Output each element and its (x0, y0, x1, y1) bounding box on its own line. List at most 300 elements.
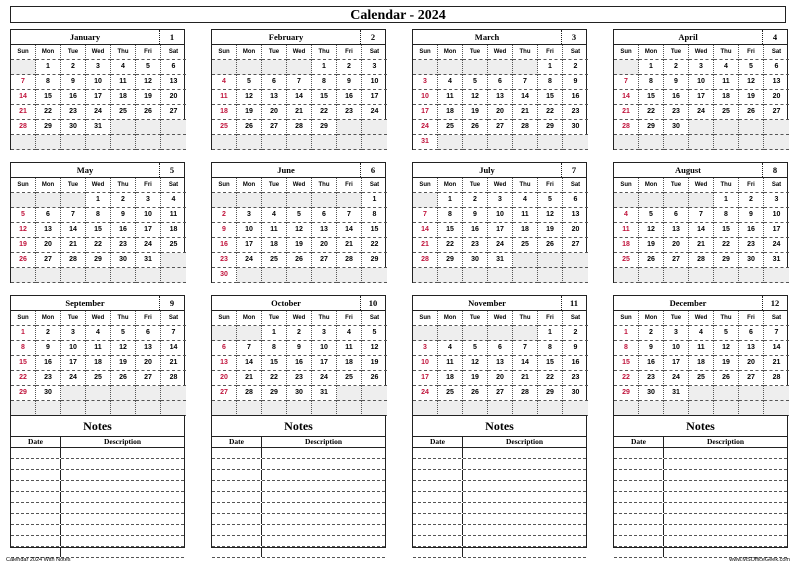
notes-block (613, 415, 788, 548)
day-cell: 25 (86, 371, 111, 386)
weekday-header: Fri (337, 178, 362, 193)
day-cell: 14 (513, 90, 538, 105)
day-cell: 13 (664, 223, 689, 238)
day-cell: 23 (639, 371, 664, 386)
day-cell: 19 (11, 238, 36, 253)
weekday-header: Tue (664, 311, 689, 326)
weekday-header: Mon (237, 45, 262, 60)
day-cell: 11 (337, 341, 362, 356)
weekday-header: Sun (614, 311, 639, 326)
day-cell: 23 (563, 105, 588, 120)
day-cell: 6 (488, 75, 513, 90)
notes-line[interactable] (413, 525, 586, 536)
day-cell: 5 (463, 75, 488, 90)
day-cell: 22 (538, 371, 563, 386)
day-cell: 19 (739, 90, 764, 105)
weekday-header: Sat (563, 45, 588, 60)
empty-cell (212, 193, 237, 208)
notes-line[interactable] (212, 470, 385, 481)
notes-line[interactable] (212, 514, 385, 525)
weekday-header: Mon (36, 311, 61, 326)
day-cell: 1 (614, 326, 639, 341)
day-cell: 25 (337, 371, 362, 386)
empty-cell (312, 193, 337, 208)
notes-line[interactable] (11, 492, 184, 503)
day-cell: 9 (563, 75, 588, 90)
notes-line[interactable] (11, 470, 184, 481)
day-cell: 29 (36, 120, 61, 135)
day-cell: 18 (337, 356, 362, 371)
weekday-header: Thu (312, 311, 337, 326)
day-cell: 19 (714, 356, 739, 371)
weekday-header: Tue (463, 311, 488, 326)
day-cell: 21 (237, 371, 262, 386)
day-cell: 26 (739, 105, 764, 120)
day-cell: 6 (36, 208, 61, 223)
day-cell: 10 (689, 75, 714, 90)
day-cell: 18 (614, 238, 639, 253)
weekday-header: Sun (413, 45, 438, 60)
notes-line[interactable] (212, 481, 385, 492)
day-cell: 16 (337, 90, 362, 105)
footer-right: www.MSOfficeGeek.com (729, 557, 790, 563)
page-title: Calendar - 2024 (10, 6, 786, 23)
notes-line[interactable] (614, 459, 787, 470)
empty-cell (362, 386, 387, 401)
day-cell: 21 (337, 238, 362, 253)
empty-cell (36, 268, 61, 283)
day-cell: 26 (538, 238, 563, 253)
weekday-header: Sun (614, 178, 639, 193)
empty-cell (262, 60, 287, 75)
day-cell: 4 (337, 326, 362, 341)
day-cell: 10 (312, 341, 337, 356)
day-cell: 25 (689, 371, 714, 386)
empty-cell (161, 135, 186, 150)
day-cell: 6 (739, 326, 764, 341)
day-cell: 20 (563, 223, 588, 238)
day-cell: 14 (413, 223, 438, 238)
weekday-header: Tue (61, 311, 86, 326)
day-cell: 19 (538, 223, 563, 238)
notes-line[interactable] (11, 525, 184, 536)
empty-cell (312, 401, 337, 416)
weekday-header: Sat (764, 45, 789, 60)
day-cell: 9 (563, 341, 588, 356)
day-cell: 3 (136, 193, 161, 208)
weekday-header: Sat (161, 45, 186, 60)
day-cell: 24 (664, 371, 689, 386)
empty-cell (86, 401, 111, 416)
day-cell: 13 (764, 75, 789, 90)
day-cell: 24 (413, 386, 438, 401)
month-number: 1 (159, 30, 184, 44)
day-cell: 1 (362, 193, 387, 208)
weekday-header: Wed (488, 311, 513, 326)
weekday-header: Fri (739, 311, 764, 326)
weekday-header: Sun (11, 45, 36, 60)
notes-line[interactable] (212, 459, 385, 470)
month-name: July (479, 165, 495, 175)
day-cell: 14 (689, 223, 714, 238)
day-cell: 2 (61, 60, 86, 75)
weekday-header: Wed (689, 178, 714, 193)
day-cell: 31 (136, 253, 161, 268)
day-cell: 23 (36, 371, 61, 386)
empty-cell (36, 401, 61, 416)
day-cell: 3 (86, 60, 111, 75)
day-cell: 11 (438, 356, 463, 371)
empty-cell (136, 268, 161, 283)
day-cell: 18 (111, 90, 136, 105)
weekday-header: Thu (111, 178, 136, 193)
weekday-header: Wed (689, 311, 714, 326)
weekday-header: Tue (664, 45, 689, 60)
empty-cell (212, 326, 237, 341)
notes-line[interactable] (212, 536, 385, 547)
empty-cell (689, 386, 714, 401)
notes-line[interactable] (413, 481, 586, 492)
weekday-header: Wed (86, 311, 111, 326)
day-cell: 5 (739, 60, 764, 75)
day-cell: 5 (714, 326, 739, 341)
day-cell: 11 (614, 223, 639, 238)
day-cell: 3 (312, 326, 337, 341)
day-cell: 7 (689, 208, 714, 223)
month-august (613, 162, 788, 283)
day-cell: 29 (86, 253, 111, 268)
notes-line[interactable] (413, 514, 586, 525)
day-cell: 8 (36, 75, 61, 90)
day-cell: 26 (639, 253, 664, 268)
day-cell: 31 (664, 386, 689, 401)
empty-cell (337, 135, 362, 150)
empty-cell (136, 386, 161, 401)
empty-cell (563, 268, 588, 283)
notes-line[interactable] (614, 492, 787, 503)
day-cell: 1 (86, 193, 111, 208)
empty-cell (11, 193, 36, 208)
empty-cell (413, 193, 438, 208)
day-cell: 16 (563, 356, 588, 371)
weekday-header: Tue (61, 45, 86, 60)
month-number: 4 (762, 30, 787, 44)
day-cell: 6 (764, 60, 789, 75)
day-cell: 11 (86, 341, 111, 356)
empty-cell (362, 135, 387, 150)
day-cell: 16 (61, 90, 86, 105)
month-name: November (468, 298, 506, 308)
month-june (211, 162, 386, 283)
weekday-header: Thu (714, 311, 739, 326)
day-cell: 22 (538, 105, 563, 120)
notes-line[interactable] (11, 536, 184, 547)
day-cell: 2 (36, 326, 61, 341)
weekday-header: Sat (362, 178, 387, 193)
day-cell: 13 (563, 208, 588, 223)
day-cell: 7 (237, 341, 262, 356)
day-cell: 25 (161, 238, 186, 253)
empty-cell (639, 193, 664, 208)
day-cell: 26 (237, 120, 262, 135)
day-cell: 1 (438, 193, 463, 208)
empty-cell (237, 326, 262, 341)
day-cell: 2 (739, 193, 764, 208)
day-cell: 3 (237, 208, 262, 223)
day-cell: 16 (212, 238, 237, 253)
empty-cell (563, 135, 588, 150)
weekday-header: Thu (513, 178, 538, 193)
day-cell: 7 (413, 208, 438, 223)
empty-cell (764, 268, 789, 283)
empty-cell (739, 135, 764, 150)
day-cell: 4 (161, 193, 186, 208)
day-cell: 27 (563, 238, 588, 253)
day-cell: 12 (463, 356, 488, 371)
day-cell: 8 (312, 75, 337, 90)
footer-left: Calendar 2024 With Notes (6, 557, 71, 563)
day-cell: 13 (136, 341, 161, 356)
month-may (10, 162, 185, 283)
day-cell: 2 (639, 326, 664, 341)
weekday-header: Thu (111, 311, 136, 326)
day-cell: 5 (287, 208, 312, 223)
notes-line[interactable] (413, 492, 586, 503)
day-cell: 10 (362, 75, 387, 90)
empty-cell (287, 135, 312, 150)
empty-cell (614, 60, 639, 75)
notes-line[interactable] (413, 547, 586, 558)
empty-cell (111, 401, 136, 416)
day-cell: 29 (614, 386, 639, 401)
day-cell: 5 (11, 208, 36, 223)
day-cell: 29 (262, 386, 287, 401)
empty-cell (463, 60, 488, 75)
month-november (412, 295, 587, 416)
notes-line[interactable] (413, 470, 586, 481)
day-cell: 24 (312, 371, 337, 386)
day-cell: 19 (136, 90, 161, 105)
day-cell: 20 (161, 90, 186, 105)
notes-line[interactable] (11, 481, 184, 492)
notes-description-header: Description (103, 437, 142, 446)
empty-cell (36, 135, 61, 150)
day-cell: 12 (237, 90, 262, 105)
empty-cell (212, 60, 237, 75)
empty-cell (136, 135, 161, 150)
day-cell: 9 (36, 341, 61, 356)
day-cell: 24 (488, 238, 513, 253)
day-cell: 18 (161, 223, 186, 238)
day-cell: 2 (563, 60, 588, 75)
day-cell: 20 (312, 238, 337, 253)
day-cell: 29 (538, 120, 563, 135)
day-cell: 6 (161, 60, 186, 75)
empty-cell (312, 268, 337, 283)
empty-cell (488, 326, 513, 341)
day-cell: 12 (714, 341, 739, 356)
notes-line[interactable] (413, 536, 586, 547)
weekday-header: Sat (362, 311, 387, 326)
day-cell: 21 (513, 371, 538, 386)
day-cell: 27 (36, 253, 61, 268)
notes-line[interactable] (614, 503, 787, 514)
empty-cell (11, 268, 36, 283)
day-cell: 26 (463, 120, 488, 135)
empty-cell (337, 268, 362, 283)
notes-date-header: Date (614, 437, 664, 447)
day-cell: 18 (513, 223, 538, 238)
weekday-header: Mon (438, 178, 463, 193)
day-cell: 14 (337, 223, 362, 238)
month-number: 7 (561, 163, 586, 177)
weekday-header: Fri (739, 178, 764, 193)
empty-cell (61, 135, 86, 150)
day-cell: 12 (739, 75, 764, 90)
empty-cell (61, 193, 86, 208)
weekday-header: Mon (36, 178, 61, 193)
empty-cell (36, 193, 61, 208)
empty-cell (664, 401, 689, 416)
day-cell: 23 (111, 238, 136, 253)
month-number: 9 (159, 296, 184, 310)
day-cell: 31 (413, 135, 438, 150)
weekday-header: Mon (438, 45, 463, 60)
day-cell: 6 (664, 208, 689, 223)
day-cell: 19 (287, 238, 312, 253)
empty-cell (513, 60, 538, 75)
notes-line[interactable] (614, 448, 787, 459)
day-cell: 29 (714, 253, 739, 268)
notes-line[interactable] (11, 448, 184, 459)
notes-line[interactable] (413, 503, 586, 514)
weekday-header: Mon (639, 178, 664, 193)
notes-block (412, 415, 587, 548)
day-cell: 21 (61, 238, 86, 253)
weekday-header: Mon (639, 311, 664, 326)
weekday-header: Thu (513, 45, 538, 60)
empty-cell (538, 253, 563, 268)
empty-cell (463, 401, 488, 416)
day-cell: 16 (36, 356, 61, 371)
empty-cell (362, 120, 387, 135)
empty-cell (689, 401, 714, 416)
notes-line[interactable] (413, 459, 586, 470)
day-cell: 20 (212, 371, 237, 386)
notes-line[interactable] (614, 536, 787, 547)
empty-cell (262, 193, 287, 208)
month-september (10, 295, 185, 416)
empty-cell (714, 401, 739, 416)
day-cell: 15 (438, 223, 463, 238)
day-cell: 9 (287, 341, 312, 356)
notes-line[interactable] (212, 492, 385, 503)
day-cell: 30 (61, 120, 86, 135)
weekday-header: Sun (614, 45, 639, 60)
day-cell: 15 (262, 356, 287, 371)
empty-cell (413, 401, 438, 416)
empty-cell (639, 135, 664, 150)
day-cell: 5 (136, 60, 161, 75)
notes-line[interactable] (11, 514, 184, 525)
day-cell: 14 (11, 90, 36, 105)
weekday-header: Thu (714, 178, 739, 193)
day-cell: 11 (262, 223, 287, 238)
day-cell: 13 (161, 75, 186, 90)
notes-line[interactable] (212, 503, 385, 514)
notes-line[interactable] (11, 503, 184, 514)
day-cell: 11 (513, 208, 538, 223)
notes-line[interactable] (212, 448, 385, 459)
day-cell: 16 (111, 223, 136, 238)
empty-cell (513, 135, 538, 150)
notes-line[interactable] (614, 470, 787, 481)
day-cell: 22 (714, 238, 739, 253)
weekday-header: Wed (689, 45, 714, 60)
notes-line[interactable] (614, 514, 787, 525)
empty-cell (538, 401, 563, 416)
day-cell: 28 (614, 120, 639, 135)
day-cell: 9 (739, 208, 764, 223)
day-cell: 26 (111, 371, 136, 386)
weekday-header: Sat (563, 311, 588, 326)
day-cell: 22 (362, 238, 387, 253)
day-cell: 26 (463, 386, 488, 401)
empty-cell (237, 135, 262, 150)
notes-date-header: Date (11, 437, 61, 447)
notes-line[interactable] (11, 459, 184, 470)
weekday-header: Mon (639, 45, 664, 60)
empty-cell (413, 326, 438, 341)
notes-line[interactable] (614, 525, 787, 536)
weekday-header: Sat (563, 178, 588, 193)
weekday-header: Fri (337, 45, 362, 60)
day-cell: 11 (212, 90, 237, 105)
month-name: September (65, 298, 105, 308)
empty-cell (287, 401, 312, 416)
notes-line[interactable] (212, 547, 385, 558)
notes-title: Notes (11, 416, 184, 437)
empty-cell (312, 135, 337, 150)
weekday-header: Wed (86, 45, 111, 60)
day-cell: 11 (689, 341, 714, 356)
notes-line[interactable] (212, 525, 385, 536)
weekday-header: Wed (287, 178, 312, 193)
notes-line[interactable] (413, 448, 586, 459)
day-cell: 17 (237, 238, 262, 253)
day-cell: 7 (11, 75, 36, 90)
day-cell: 17 (136, 223, 161, 238)
day-cell: 18 (262, 238, 287, 253)
empty-cell (262, 268, 287, 283)
day-cell: 26 (714, 371, 739, 386)
empty-cell (664, 193, 689, 208)
notes-line[interactable] (614, 481, 787, 492)
empty-cell (237, 60, 262, 75)
day-cell: 16 (563, 90, 588, 105)
empty-cell (563, 253, 588, 268)
day-cell: 16 (639, 356, 664, 371)
weekday-header: Thu (111, 45, 136, 60)
empty-cell (337, 193, 362, 208)
day-cell: 15 (538, 356, 563, 371)
day-cell: 11 (438, 90, 463, 105)
day-cell: 9 (111, 208, 136, 223)
empty-cell (764, 386, 789, 401)
day-cell: 17 (86, 90, 111, 105)
day-cell: 4 (111, 60, 136, 75)
day-cell: 6 (262, 75, 287, 90)
